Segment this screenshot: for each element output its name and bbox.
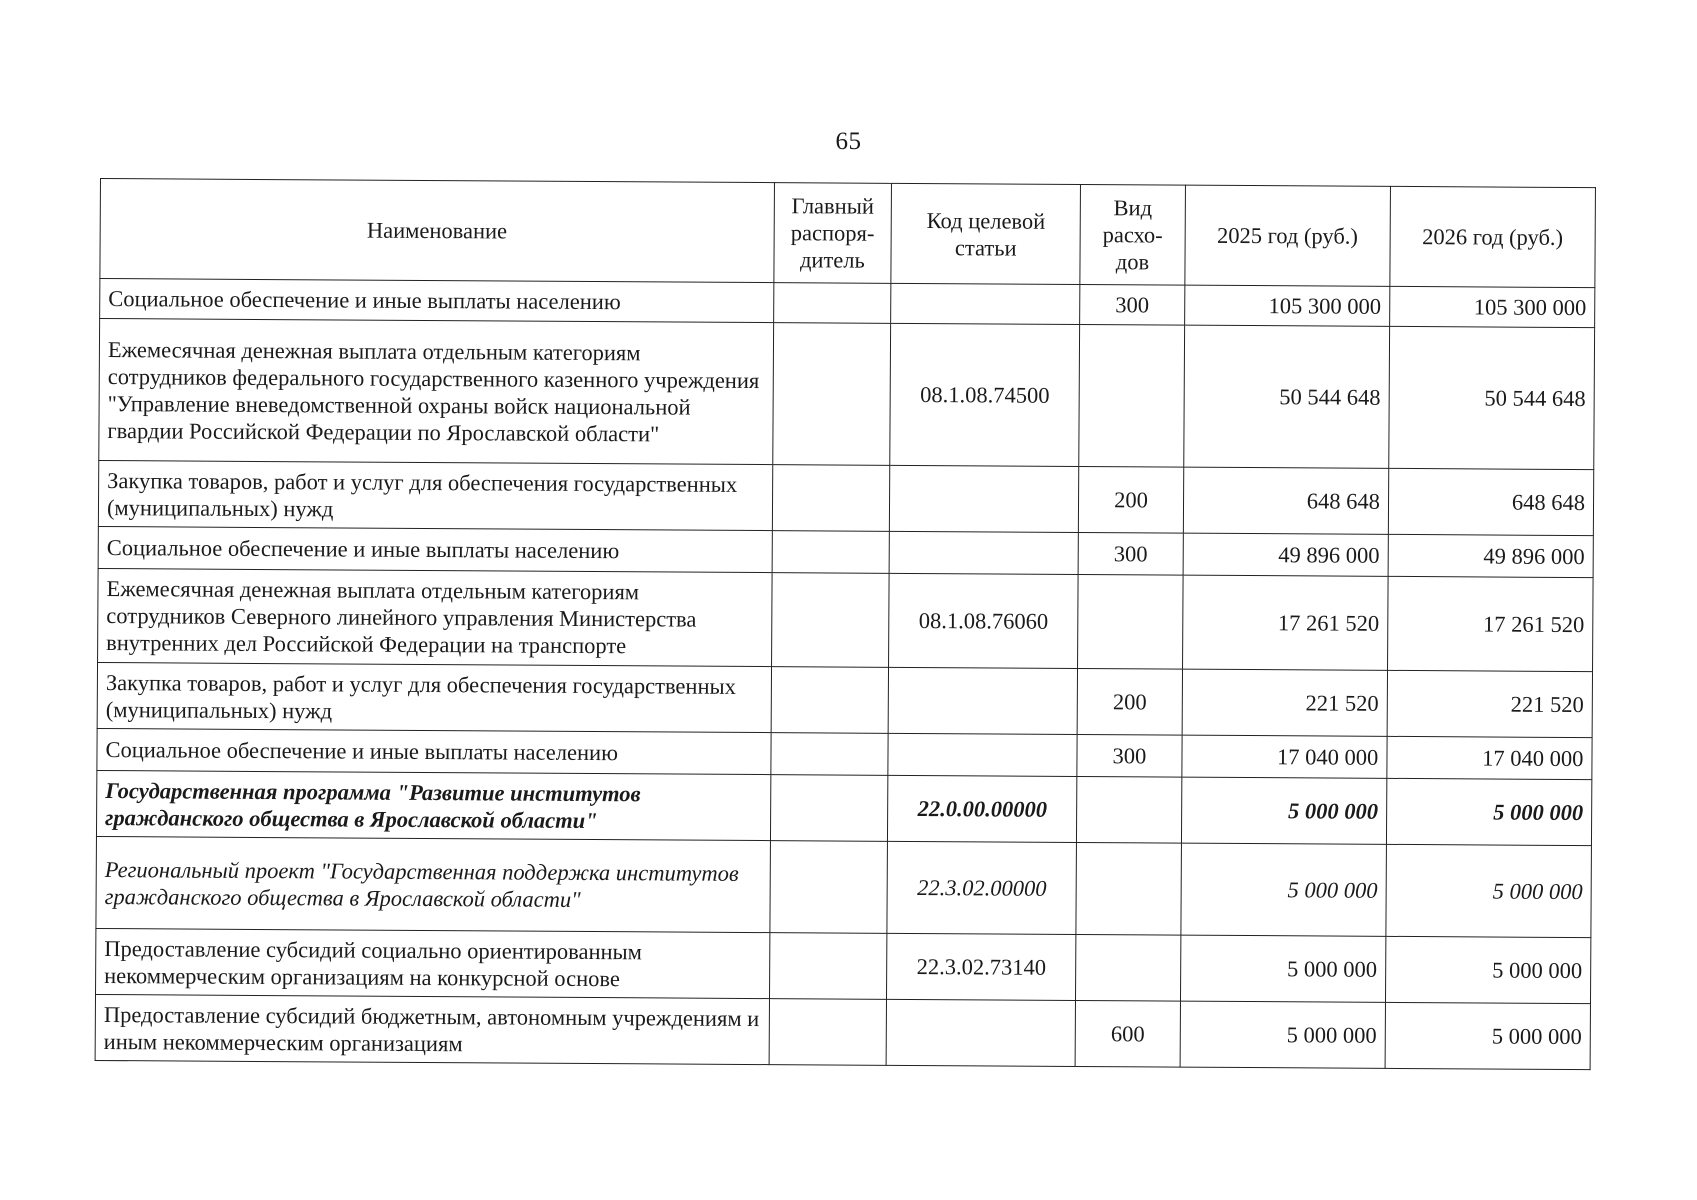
cell-code: 08.1.08.76060 <box>889 573 1079 668</box>
cell-code <box>889 531 1078 574</box>
cell-code: 22.3.02.00000 <box>887 841 1077 934</box>
cell-name: Социальное обеспечение и иные выплаты населению <box>98 526 772 572</box>
cell-name: Ежемесячная денежная выплата отдельным категориям сотрудников федерального государственного казенного учреждения "Управление вневедомственной охраны войск национальной гвардии Российской Федерации по Ярославской области" <box>99 319 773 465</box>
cell-kind: 300 <box>1080 284 1185 325</box>
cell-2025: 49 896 000 <box>1183 533 1388 576</box>
cell-chief <box>771 667 889 734</box>
cell-chief <box>773 283 891 324</box>
page-number: 65 <box>835 128 862 155</box>
cell-kind <box>1078 574 1183 669</box>
cell-kind: 300 <box>1078 532 1183 575</box>
cell-name: Предоставление субсидий социально ориентированным некоммерческим организациям на конкурсной основе <box>96 928 770 998</box>
cell-chief <box>769 999 887 1066</box>
table-row <box>98 568 1594 671</box>
table-row <box>97 662 1592 737</box>
header-code: Код целевой статьи <box>891 183 1081 284</box>
cell-code <box>888 733 1077 776</box>
cell-2026: 5 000 000 <box>1385 1002 1591 1069</box>
budget-table-container <box>95 178 1596 1070</box>
header-2025: 2025 год (руб.) <box>1185 185 1391 286</box>
table-row <box>96 770 1591 845</box>
cell-2026: 50 544 648 <box>1389 326 1595 469</box>
cell-chief <box>772 465 890 532</box>
cell-name: Государственная программа "Развитие институтов гражданского общества в Ярославской области" <box>96 770 770 840</box>
cell-name: Предоставление субсидий бюджетным, автономным учреждениям и иным некоммерческим организациям <box>95 994 769 1064</box>
table-row <box>96 836 1592 937</box>
cell-chief <box>769 933 887 1000</box>
cell-2026: 5 000 000 <box>1386 778 1592 845</box>
cell-kind <box>1079 324 1184 467</box>
cell-code: 22.0.00.00000 <box>888 775 1077 842</box>
header-2026: 2026 год (руб.) <box>1390 186 1596 287</box>
cell-chief <box>772 323 890 466</box>
table-header-row <box>100 179 1596 288</box>
cell-2026: 17 040 000 <box>1387 736 1592 779</box>
cell-code <box>888 667 1077 734</box>
cell-2025: 5 000 000 <box>1181 843 1387 936</box>
cell-chief <box>772 531 890 574</box>
cell-code <box>886 999 1075 1066</box>
cell-2025: 17 261 520 <box>1182 575 1388 670</box>
cell-2026: 105 300 000 <box>1389 286 1594 327</box>
header-name: Наименование <box>100 179 774 283</box>
table-row <box>99 319 1595 470</box>
cell-name: Социальное обеспечение и иные выплаты населению <box>100 279 774 323</box>
cell-chief <box>770 775 888 842</box>
table-body <box>95 279 1595 1070</box>
cell-chief <box>769 841 887 934</box>
table-row <box>95 994 1590 1069</box>
cell-name: Закупка товаров, работ и услуг для обеспечения государственных (муниципальных) нужд <box>98 460 772 530</box>
table-row <box>96 928 1591 1003</box>
cell-2026: 221 520 <box>1387 670 1593 737</box>
cell-2025: 50 544 648 <box>1184 325 1390 468</box>
cell-2025: 221 520 <box>1182 669 1387 736</box>
cell-kind <box>1076 842 1181 935</box>
cell-code: 08.1.08.74500 <box>890 323 1080 466</box>
cell-chief <box>771 573 889 668</box>
cell-name: Региональный проект "Государственная поддержка институтов гражданского общества в Ярославской области" <box>96 836 770 932</box>
header-chief: Главный распоря-дитель <box>773 183 891 284</box>
cell-2025: 5 000 000 <box>1181 777 1386 844</box>
cell-kind: 200 <box>1077 668 1182 735</box>
cell-code <box>891 283 1080 324</box>
cell-kind: 200 <box>1079 466 1184 533</box>
cell-code: 22.3.02.73140 <box>887 933 1076 1000</box>
cell-2025: 105 300 000 <box>1184 285 1389 326</box>
cell-2026: 648 648 <box>1388 468 1594 535</box>
cell-name: Ежемесячная денежная выплата отдельным категориям сотрудников Северного линейного управления Министерства внутренних дел Российской Федерации на транспорте <box>98 568 772 666</box>
cell-2025: 648 648 <box>1183 467 1388 534</box>
cell-2026: 5 000 000 <box>1385 936 1591 1003</box>
cell-2026: 17 261 520 <box>1387 576 1593 671</box>
cell-2026: 5 000 000 <box>1386 844 1592 937</box>
cell-chief <box>770 733 888 776</box>
cell-2025: 17 040 000 <box>1182 735 1387 778</box>
cell-name: Закупка товаров, работ и услуг для обеспечения государственных (муниципальных) нужд <box>97 662 771 732</box>
cell-kind <box>1076 934 1181 1001</box>
cell-2025: 5 000 000 <box>1180 935 1385 1002</box>
cell-kind: 300 <box>1077 734 1182 777</box>
table-row <box>98 460 1593 535</box>
cell-kind: 600 <box>1075 1000 1180 1067</box>
budget-table <box>95 178 1596 1070</box>
header-kind: Вид расхо-дов <box>1080 184 1185 285</box>
cell-kind <box>1077 776 1182 843</box>
cell-2025: 5 000 000 <box>1180 1001 1385 1068</box>
cell-2026: 49 896 000 <box>1388 534 1593 577</box>
cell-code <box>890 465 1079 532</box>
cell-name: Социальное обеспечение и иные выплаты населению <box>97 728 771 774</box>
